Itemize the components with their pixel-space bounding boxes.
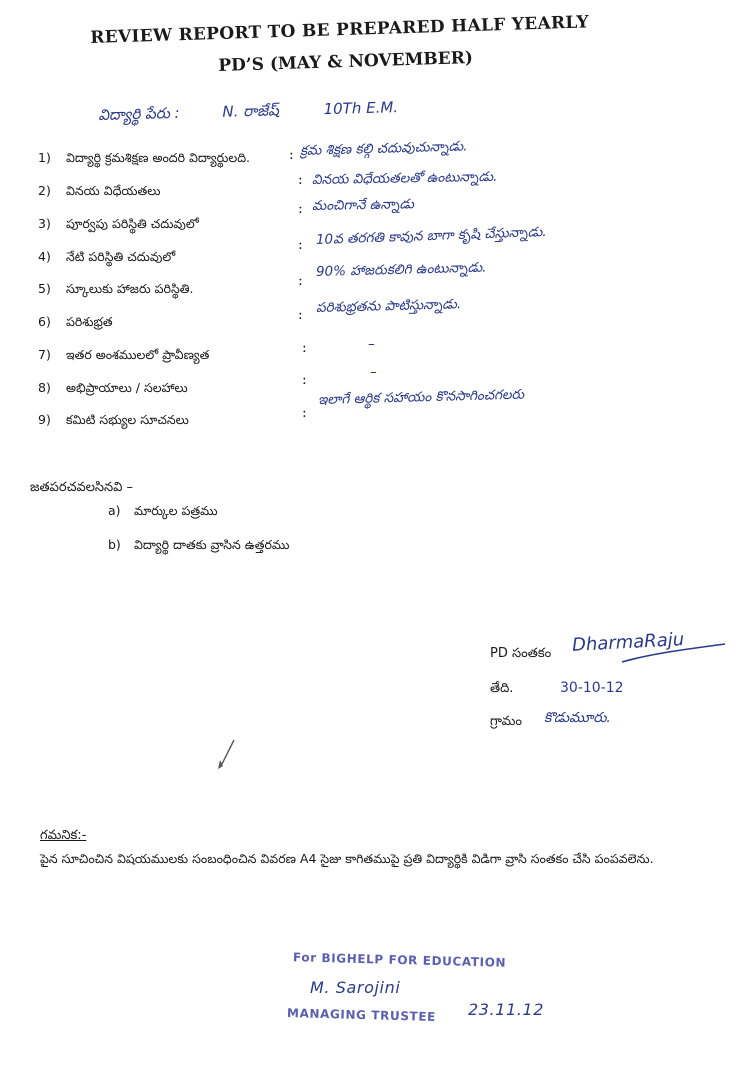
date-value: 30-10-12	[560, 680, 624, 696]
item-label: విద్యార్థి క్రమశిక్షణ అందరి విద్యార్థులది.	[66, 150, 251, 165]
item-row-9	[38, 412, 189, 431]
item-number: 5)	[38, 281, 51, 296]
item-label: అభిప్రాయాలు / సలహాలు	[66, 380, 188, 395]
item-row-4	[38, 249, 175, 268]
item-row-6	[38, 314, 113, 333]
colon-separator: :	[298, 201, 303, 217]
colon-separator: :	[302, 340, 307, 356]
item-label: నేటి పరిస్థితి చదువులో	[66, 249, 176, 264]
student-name: N. రాజేష్	[222, 101, 280, 121]
attachment-item-b	[108, 537, 289, 556]
pd-signature-flourish	[620, 640, 730, 670]
student-name-label: విద్యార్థి పేరు :	[98, 103, 180, 124]
stamp-title: MANAGING TRUSTEE	[286, 1006, 437, 1024]
stamp-date: 23.11.12	[468, 1000, 545, 1019]
item-number: 8)	[38, 380, 51, 395]
attachment-marker: a)	[108, 503, 121, 518]
trustee-signature: M. Sarojini	[310, 978, 401, 997]
student-class: 10Th E.M.	[323, 98, 399, 119]
item-label: కమిటి సభ్యుల సూచనలు	[66, 412, 189, 427]
item-label: పరిశుభ్రత	[66, 314, 113, 329]
item-answer-5: 90% హాజరుకలిగి ఉంటున్నాడు.	[315, 259, 487, 280]
attachment-item-a	[108, 503, 218, 522]
village-label: గ్రామం	[490, 714, 522, 729]
item-number: 4)	[38, 249, 51, 264]
pd-signature-label: PD సంతకం	[490, 646, 552, 661]
item-answer-6: పరిశుభ్రతను పాటిస్తున్నాడు.	[315, 296, 462, 316]
item-answer-2: వినయ విధేయతలతో ఉంటున్నాడు.	[311, 168, 498, 188]
attachment-text: మార్కుల పత్రము	[134, 503, 218, 518]
item-label: ఇతర అంశములలో ప్రావీణ్యత	[66, 347, 210, 362]
colon-separator: :	[302, 372, 307, 388]
item-answer-7: –	[368, 336, 375, 352]
colon-separator: :	[302, 405, 307, 421]
colon-separator: :	[298, 273, 303, 289]
note-heading: గమనిక:-	[40, 828, 87, 843]
colon-separator: :	[298, 237, 303, 253]
colon-separator: :	[298, 307, 303, 323]
pd-signature: DharmaRaju	[571, 629, 685, 656]
item-answer-3: మంచిగానే ఉన్నాడు	[311, 196, 415, 214]
report-title-line1: REVIEW REPORT TO BE PREPARED HALF YEARLY	[90, 12, 590, 48]
date-label: తేది.	[490, 681, 514, 696]
item-answer-8: –	[370, 364, 377, 380]
village-value: కొడుమూరు.	[544, 710, 611, 726]
item-label: వినయ విధేయతలు	[66, 183, 161, 198]
colon-separator: :	[298, 172, 303, 188]
student-name-row	[98, 98, 398, 128]
note-text: పైన సూచించిన విషయములకు సంబంధించిన వివరణ A4 సైజు కాగితముపై ప్రతి విద్యార్థికి విడిగా వ్రాసి సంతకం చేసి పంపవలెను.	[40, 851, 654, 866]
colon-separator: :	[289, 147, 294, 163]
attachments-heading: జతపరచవలసినవి –	[30, 480, 134, 495]
item-row-7	[38, 347, 209, 366]
item-number: 3)	[38, 216, 51, 231]
item-number: 9)	[38, 412, 51, 427]
item-answer-9: ఇలాగే ఆర్థిక సహాయం కొనసాగించగలరు	[317, 386, 525, 408]
item-row-8	[38, 380, 188, 399]
item-row-2	[38, 183, 160, 202]
item-answer-4: 10వ తరగతి కావున బాగా కృషి చేస్తున్నాడు.	[315, 223, 547, 248]
item-row-5	[38, 281, 193, 300]
report-title-line2: PD’S (MAY & NOVEMBER)	[218, 48, 474, 76]
item-row-3	[38, 216, 199, 235]
attachment-text: విద్యార్థి దాతకు వ్రాసిన ఉత్తరము	[134, 537, 290, 552]
pen-mark	[214, 738, 238, 772]
item-row-1	[38, 150, 250, 169]
stamp-organization: For BIGHELP FOR EDUCATION	[292, 950, 507, 970]
item-label: స్కూలుకు హాజరు పరిస్థితి.	[66, 281, 194, 296]
item-number: 2)	[38, 183, 51, 198]
item-number: 7)	[38, 347, 51, 362]
item-label: పూర్వపు పరిస్థితి చదువులో	[66, 216, 199, 231]
item-number: 1)	[38, 150, 51, 165]
attachment-marker: b)	[108, 537, 121, 552]
item-number: 6)	[38, 314, 51, 329]
item-answer-1: క్రమ శిక్షణ కల్గి చదువుచున్నాడు.	[299, 138, 468, 159]
